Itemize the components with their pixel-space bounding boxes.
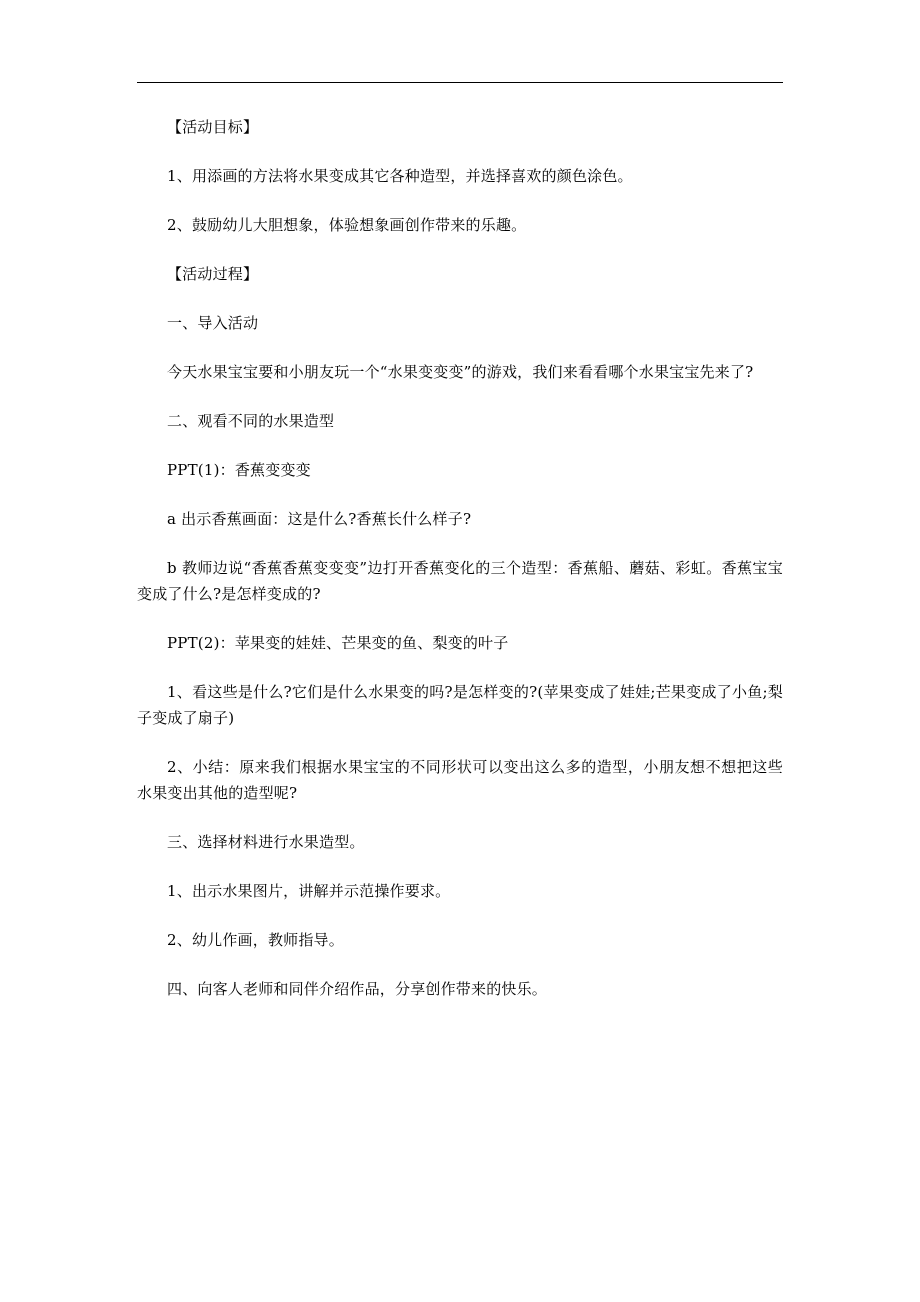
heading-activity-goals: 【活动目标】	[167, 118, 259, 136]
ppt-1-title: PPT(1)：香蕉变变变	[167, 461, 311, 479]
ppt-1-step-b: b 教师边说“香蕉香蕉变变变”边打开香蕉变化的三个造型：香蕉船、蘑菇、彩虹。香蕉宝宝变成了什么?是怎样变成的?	[137, 559, 783, 603]
section-2-title: 二、观看不同的水果造型	[167, 412, 335, 430]
section-4-title: 四、向客人老师和同伴介绍作品，分享创作带来的快乐。	[167, 980, 548, 998]
ppt-1-step-a: a 出示香蕉画面：这是什么?香蕉长什么样子?	[167, 510, 472, 528]
section-3-title: 三、选择材料进行水果造型。	[167, 833, 365, 851]
ppt-2-item-1: 1、看这些是什么?它们是什么水果变的吗?是怎样变的?(苹果变成了娃娃;芒果变成了小鱼;梨子变成了扇子)	[137, 683, 783, 727]
ppt-2-item-2: 2、小结：原来我们根据水果宝宝的不同形状可以变出这么多的造型，小朋友想不想把这些水果变出其他的造型呢?	[137, 758, 783, 802]
section-3-item-1: 1、出示水果图片，讲解并示范操作要求。	[167, 882, 451, 900]
ppt-2-title: PPT(2)：苹果变的娃娃、芒果变的鱼、梨变的叶子	[167, 634, 509, 652]
section-1-title: 一、导入活动	[167, 314, 259, 332]
section-1-body: 今天水果宝宝要和小朋友玩一个“水果变变变”的游戏，我们来看看哪个水果宝宝先来了?	[167, 363, 754, 381]
document-body	[137, 114, 783, 1025]
section-3-item-2: 2、幼儿作画，教师指导。	[167, 931, 344, 949]
goal-item-1: 1、用添画的方法将水果变成其它各种造型，并选择喜欢的颜色涂色。	[167, 167, 633, 185]
goal-item-2: 2、鼓励幼儿大胆想象，体验想象画创作带来的乐趣。	[167, 216, 527, 234]
heading-activity-process: 【活动过程】	[167, 265, 259, 283]
header-rule	[137, 82, 783, 83]
